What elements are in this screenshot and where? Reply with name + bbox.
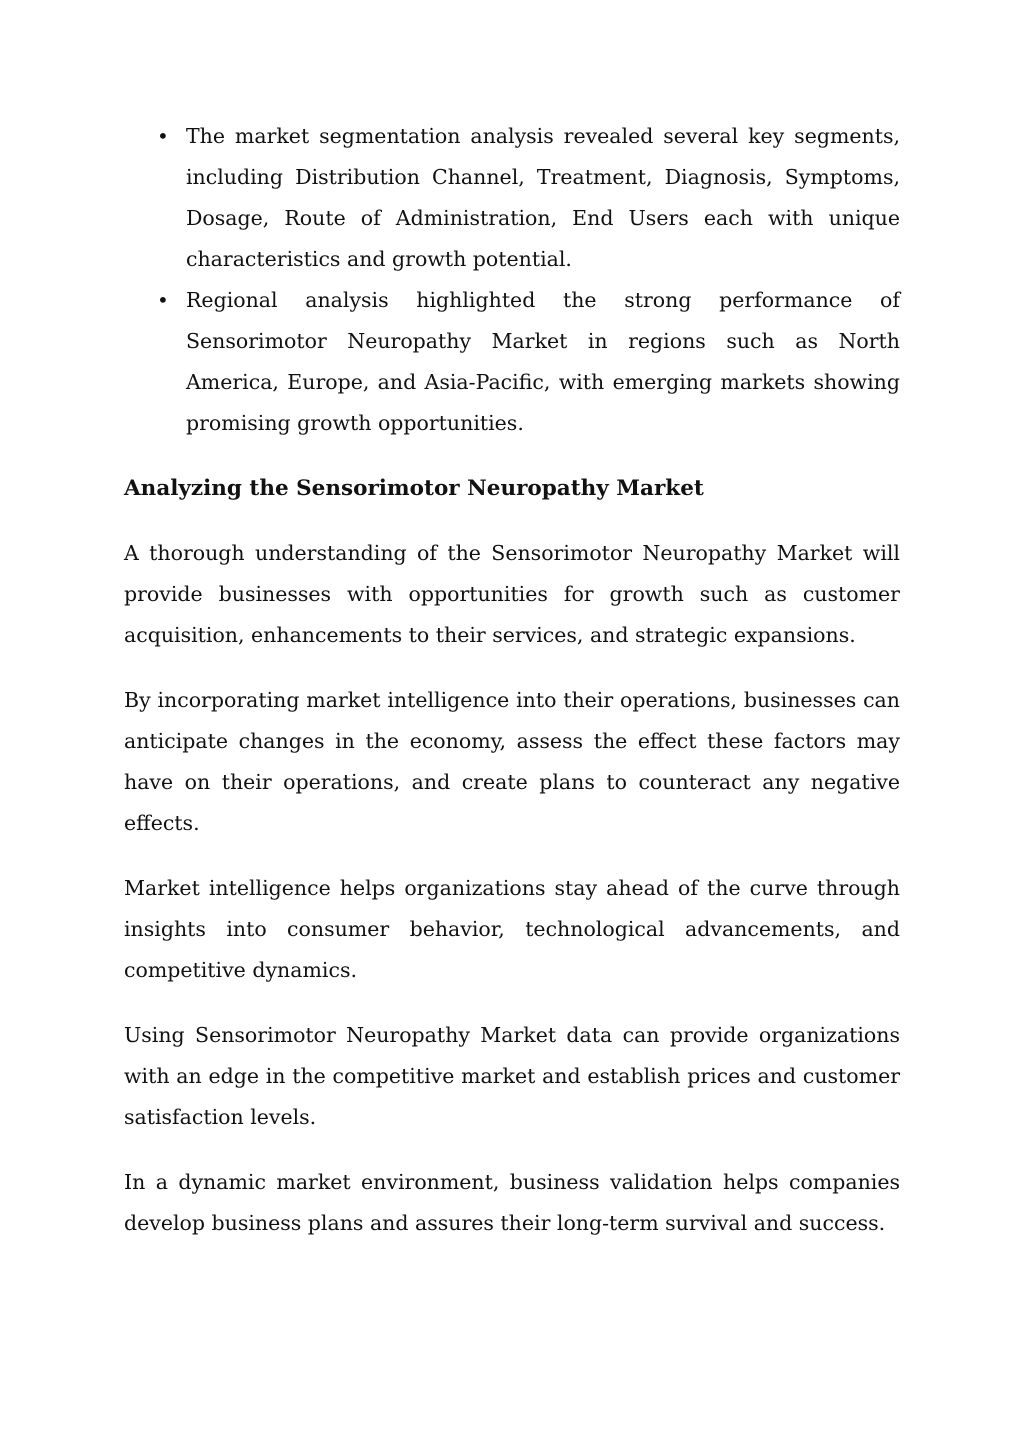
bullet-dot-icon: • — [157, 124, 169, 148]
document-page — [124, 116, 900, 1244]
paragraph: By incorporating market intelligence into their operations, businesses can anticipate changes in the economy, assess the effect these factors may have on their operations, and create plans to counteract any negative effects. — [124, 688, 900, 835]
paragraph: A thorough understanding of the Sensorimotor Neuropathy Market will provide businesses with opportunities for growth such as customer acquisition, enhancements to their services, and strategic expansions. — [124, 541, 900, 647]
bullet-text: The market segmentation analysis revealed several key segments, including Distribution Channel, Treatment, Diagnosis, Symptoms, Dosage, Route of Administration, End Users each with unique characteristics and growth potential. — [186, 124, 900, 271]
section-heading: Analyzing the Sensorimotor Neuropathy Market — [124, 476, 704, 501]
paragraph: In a dynamic market environment, business validation helps companies develop business plans and assures their long-term survival and success. — [124, 1170, 900, 1235]
paragraph: Market intelligence helps organizations stay ahead of the curve through insights into consumer behavior, technological advancements, and competitive dynamics. — [124, 876, 900, 982]
paragraph: Using Sensorimotor Neuropathy Market data can provide organizations with an edge in the competitive market and establish prices and customer satisfaction levels. — [124, 1023, 900, 1129]
bullet-text: Regional analysis highlighted the strong performance of Sensorimotor Neuropathy Market in regions such as North America, Europe, and Asia-Pacific, with emerging markets showing promising growth opportunities. — [186, 288, 900, 435]
bullet-list — [124, 116, 900, 444]
bullet-dot-icon: • — [157, 288, 169, 312]
bullet-item — [124, 116, 900, 280]
bullet-item — [124, 280, 900, 444]
